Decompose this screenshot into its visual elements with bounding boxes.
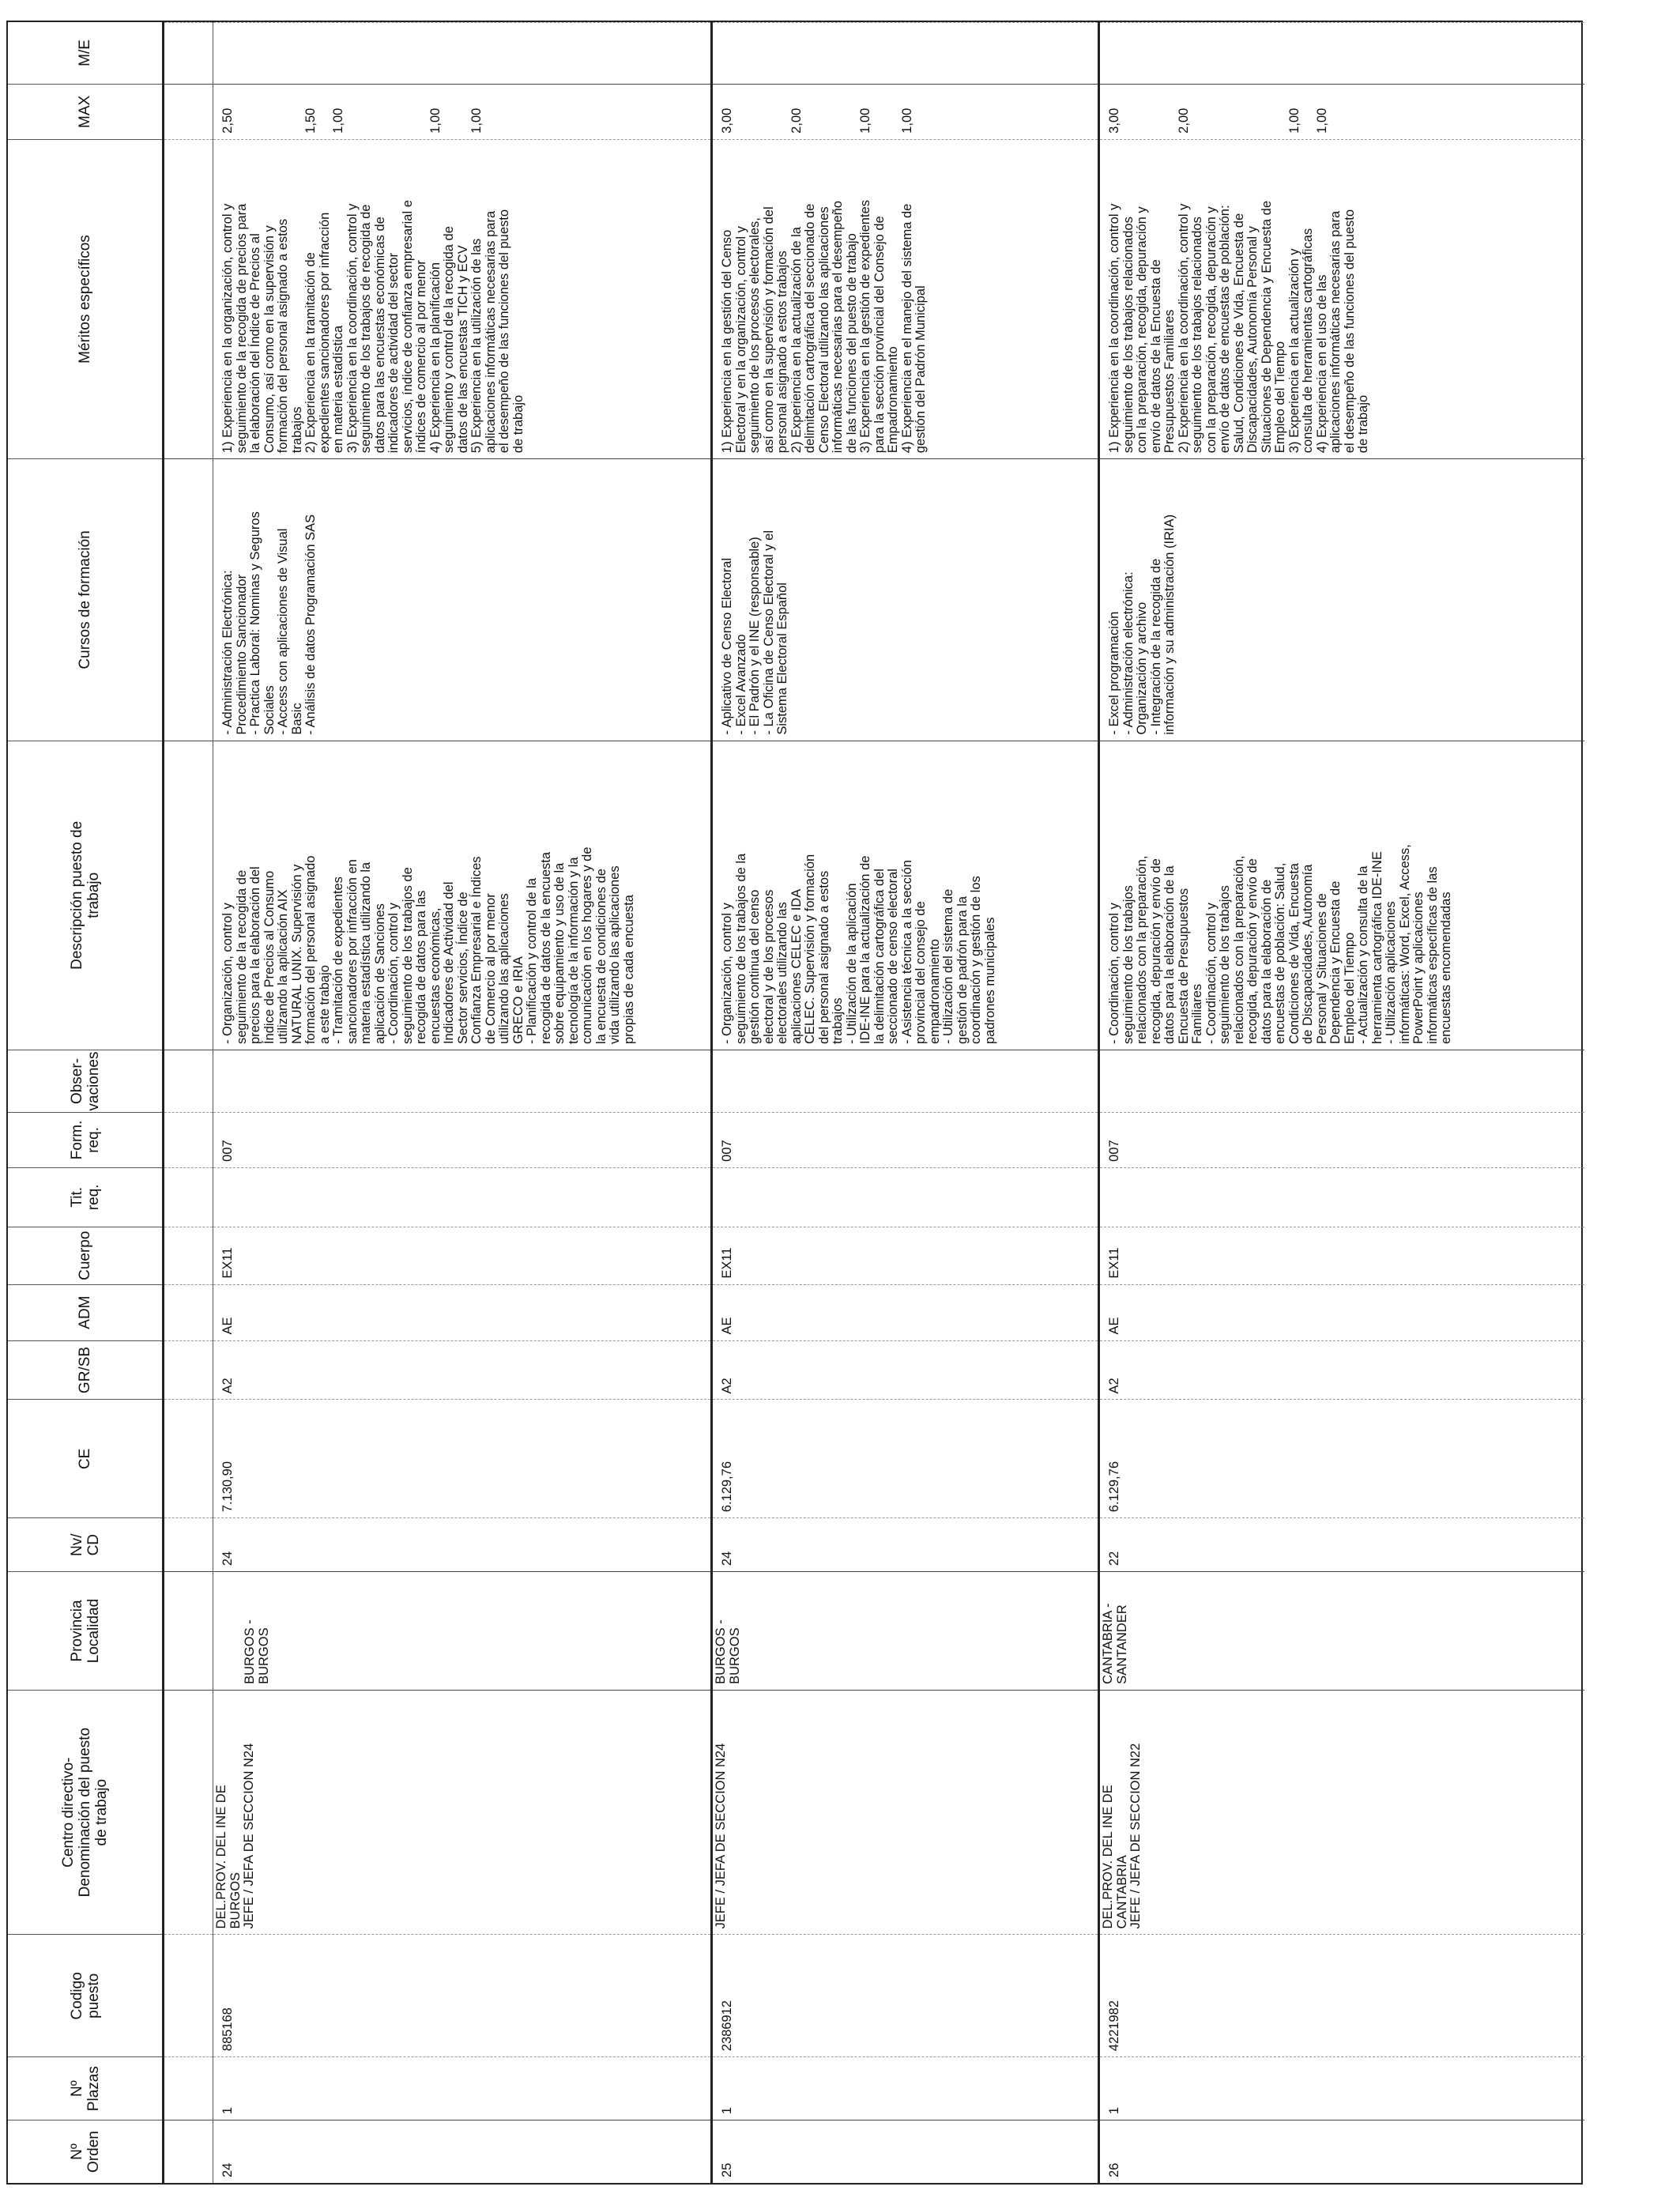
header-grupo: GR/SB [8,1340,162,1400]
spacer-cell [164,1934,213,2056]
spacer-cell [164,741,213,1050]
adm-cell: AE [713,1284,1098,1340]
observaciones-cell [1100,1050,1584,1112]
cuerpo-cell: EX11 [713,1227,1098,1284]
header-centro: Centro directivo- Denominación del puesto de trabajo [8,1690,162,1935]
titulacion-cell [213,1167,710,1227]
me-cell [1100,22,1584,84]
header-adm: ADM [8,1284,162,1340]
puesto-label: JEFE / JEFA DE SECCION N24 [714,1743,728,1929]
cursos-cell: - Administración Electrónica: Procedimiento Sancionador - Practica Laboral: Nominas y Seguros Sociales - Access con aplicaciones de Visual Basic - Análisis de datos Programación SAS [213,458,710,740]
descripcion-cell: - Organización, control y seguimiento de los trabajos de la gestión continua del censo electoral y de los procesos electorales utilizando las aplicaciones CELEC e IDA CELEC. Supervisión y formación del personal asignado a estos trabajos - Utilización de la aplicación IDE-INE para la actualización de la delimitación cartográfica del seccionado de censo electoral - Asistencia técnica a la sección provincial del consejo de empadronamiento - Utilización del sistema de gestión de padrón para la coordinación y gestión de los padrones municipales [713,741,1098,1050]
centro-cell [1100,1690,1584,1935]
titulacion-cell [713,1167,1098,1227]
ce-cell: 7.130,90 [213,1399,710,1517]
observaciones-cell [713,1050,1098,1112]
codigo-cell: 4221982 [1100,1934,1584,2056]
orden-cell: 26 [1100,2120,1584,2183]
centro-cell [213,1690,710,1935]
nivel-cell: 22 [1100,1517,1584,1571]
cuerpo-cell: EX11 [213,1227,710,1284]
spacer-cell [164,458,213,740]
grupo-cell: A2 [1100,1340,1584,1400]
table-header [8,22,164,2183]
positions-table [6,21,1583,2185]
adm-cell: AE [1100,1284,1584,1340]
table-row [713,22,1100,2183]
header-me: M/E [77,40,93,66]
spacer-cell [164,1517,213,1571]
codigo-cell: 885168 [213,1934,710,2056]
orden-cell: 25 [713,2120,1098,2183]
adm-cell: AE [213,1284,710,1340]
provincia-cell: BURGOS - BURGOS [713,1571,1098,1690]
centro-cell [713,1690,1098,1935]
puesto-label: JEFE / JEFA DE SECCION N24 [242,1743,256,1929]
meritos-cell: 1) Experiencia en la coordinación, control y seguimiento de los trabajos relacionados con la preparación, recogida, depuración y envío de datos de la Encuesta de Presupuestos Familiares 2) Experiencia en la coordinación, control y seguimiento de los trabajos relacionados con la preparación, recogida, depuración y envío de datos de encuestas de población: Salud, Condiciones de Vida, Encuesta de Discapacidades, Autonomía Personal y Situaciones de Dependencia y Encuesta de Empleo del Tiempo 3) Experiencia en la actualización y consulta de herramientas cartográficas 4) Experiencia en el uso de las aplicaciones informáticas necesarias para el desempeño de las funciones del puesto de trabajo [1100,139,1584,458]
descripcion-cell: - Organización, control y seguimiento de la recogida de precios para la elaboración del Índice de Precios al Consumo utilizando la aplicación AIX NATURAL UNIX. Supervisión y formación del personal asignado a este trabajo - Tramitación de expedientes sancionadores por infracción en materia estadística utilizando la aplicación de Sanciones - Coordinación, control y seguimiento de los trabajos de recogida de datos para las encuestas económicas, Indicadores de Actividad del Sector servicios, Índice de Confianza Empresarial e Índices de Comercio al por menor utilizando las aplicaciones GRECO e IRIA - Planificación y control de la recogida de datos de la encuesta sobre equipamiento y uso de la tecnología de la información y la comunicación en los hogares y de la encuesta de condiciones de vida utilizando las aplicaciones propias de cada encuesta [213,741,710,1050]
spacer-cell [164,1112,213,1167]
header-plazas: Nº Plazas [8,2056,162,2120]
header-nivel: Nv/ CD [8,1517,162,1571]
header-orden: Nº Orden [8,2120,162,2183]
plazas-cell: 1 [213,2056,710,2120]
header-ce: CE [8,1399,162,1517]
table-row [1100,22,1584,2183]
header-descripcion: Descripción puesto de trabajo [8,741,162,1050]
spacer-cell [164,1690,213,1935]
cuerpo-cell: EX11 [1100,1227,1584,1284]
descripcion-cell: - Coordinación, control y seguimiento de los trabajos relacionados con la preparación, recogida, depuración y envío de datos para la elaboración de la Encuesta de Presupuestos Familiares - Coordinación, control y seguimiento de los trabajos relacionados con la preparación, recogida, depuración y envío de datos para la elaboración de encuestas de población: Salud, Condiciones de Vida, Encuesta de Discapacidades, Autonomía Personal y Situaciones de Dependencia y Encuesta de Empleo del Tiempo - Actualización y consulta de la herramienta cartográfica IDE-INE - Utilización aplicaciones informáticas: Word, Excel, Access, PowerPoint y aplicaciones informáticas específicas de las encuestas encomendadas [1100,741,1584,1050]
header-max: MAX [8,84,162,139]
codigo-cell: 2386912 [713,1934,1098,2056]
header-spacer-row [164,22,213,2183]
header-cursos: Cursos de formación [8,458,162,740]
nivel-cell: 24 [713,1517,1098,1571]
header-formacion: Form. req. [8,1112,162,1167]
spacer-cell [164,84,213,139]
titulacion-cell [1100,1167,1584,1227]
header-titulacion: Tit. req. [8,1167,162,1227]
header-meritos: Méritos específicos [8,139,162,458]
table-row [213,22,713,2183]
spacer-cell [164,1227,213,1284]
centro-directivo-label: DEL.PROV. DEL INE DE BURGOS [214,1785,243,1929]
spacer-cell [164,1399,213,1517]
spacer-cell [164,139,213,458]
cursos-cell: - Aplicativo de Censo Electoral - Excel Avanzado - El Padrón y el INE (responsable) - La Oficina de Censo Electoral y el Sistema Electoral Español [713,458,1098,740]
ce-cell: 6.129,76 [713,1399,1098,1517]
grupo-cell: A2 [213,1340,710,1400]
meritos-cell: 1) Experiencia en la gestión del Censo Electoral y en la organización, control y seguimiento de los procesos electorales, así como en la supervisión y formación del personal asignado a estos trabajos 2) Experiencia en la actualización de la delimitación cartográfica del seccionado de Censo Electoral utilizando las aplicaciones informáticas necesarias para el desempeño de las funciones del puesto de trabajo 3) Experiencia en la gestión de expedientes para la sección provincial del Consejo de Empadronamiento 4) Experiencia en el manejo del sistema de gestión del Padrón Municipal [713,139,1098,458]
ce-cell: 6.129,76 [1100,1399,1584,1517]
cursos-cell: - Excel programación - Administración electrónica: Organización y archivo - Integración de la recogida de información y su administración (IRIA) [1100,458,1584,740]
grupo-cell: A2 [713,1340,1098,1400]
max-cell: 2,50 1,50 1,00 1,00 1,00 [213,84,710,139]
provincia-cell: CANTABRIA - SANTANDER [1100,1571,1584,1690]
plazas-cell: 1 [1100,2056,1584,2120]
observaciones-cell [213,1050,710,1112]
max-cell: 3,00 2,00 1,00 1,00 [1100,84,1584,139]
spacer-cell [164,2120,213,2183]
formacion-cell: 007 [1100,1112,1584,1167]
spacer-cell [164,1167,213,1227]
orden-cell: 24 [213,2120,710,2183]
spacer-cell [164,1284,213,1340]
nivel-cell: 24 [213,1517,710,1571]
header-codigo: Codigo puesto [8,1934,162,2056]
centro-directivo-label: DEL.PROV. DEL INE DE CANTABRIA [1101,1785,1129,1929]
me-cell [213,22,710,84]
puesto-label: JEFE / JEFA DE SECCION N22 [1128,1743,1143,1929]
formacion-cell: 007 [713,1112,1098,1167]
spacer-cell [164,22,213,84]
header-provincia: Provincia Localidad [8,1571,162,1690]
spacer-cell [164,1340,213,1400]
max-cell: 3,00 2,00 1,00 1,00 [713,84,1098,139]
spacer-cell [164,1050,213,1112]
meritos-cell: 1) Experiencia en la organización, control y seguimiento de la recogida de precios para la elaboración del Índice de Precios al Consumo, así como en la supervisión y formación del personal asignado a estos trabajos 2) Experiencia en la tramitación de expedientes sancionadores por infracción en materia estadística 3) Experiencia en la coordinación, control y seguimiento de los trabajos de recogida de datos para las encuestas económicas de indicadores de actividad del sector servicios, índice de confianza empresarial e índices de comercio al por menor 4) Experiencia en la planificación seguimiento y control de la recogida de datos de las encuestas TICH y ECV 5) Experiencia en la utilización de las aplicaciones informáticas necesarias para el desempeño de las funciones del puesto de trabajo [213,139,710,458]
me-cell [713,22,1098,84]
provincia-cell: BURGOS - BURGOS [213,1571,710,1690]
header-observaciones: Obser- vaciones [8,1050,162,1112]
spacer-cell [164,1571,213,1690]
spacer-cell [164,2056,213,2120]
header-cuerpo: Cuerpo [8,1227,162,1284]
plazas-cell: 1 [713,2056,1098,2120]
formacion-cell: 007 [213,1112,710,1167]
